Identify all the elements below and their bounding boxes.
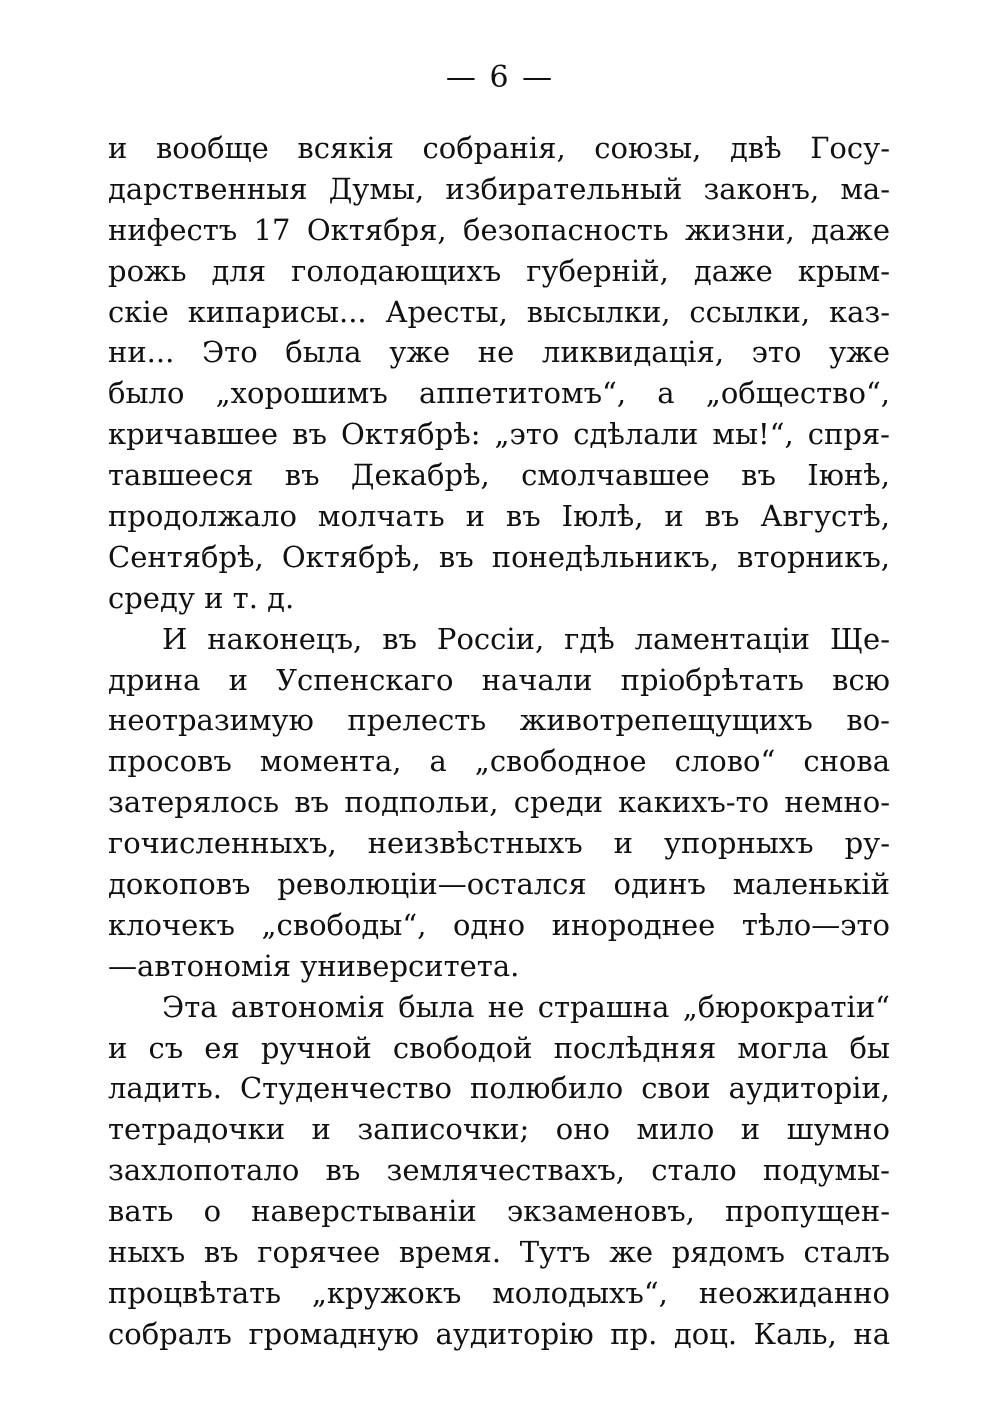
text-line: нифестъ 17 Октября, безопасность жизни, даже bbox=[108, 212, 890, 247]
text-line: процвѣтать „кружокъ молодыхъ“, неожиданно bbox=[108, 1275, 890, 1310]
text-line: продолжало молчать и въ Іюлѣ, и въ Августѣ, bbox=[108, 499, 890, 534]
text-line: И наконецъ, въ Россіи, гдѣ ламентаціи Ще- bbox=[162, 621, 890, 656]
text-line: собралъ громадную аудиторію пр. доц. Каль, на bbox=[108, 1316, 890, 1351]
text-line: среду и т. д. bbox=[108, 580, 295, 615]
text-line: Эта автономія была не страшна „бюрократіи“ bbox=[162, 989, 890, 1024]
text-line: ладить. Студенчество полюбило свои аудиторіи, bbox=[108, 1071, 890, 1106]
text-line: затерялось въ подпольи, среди какихъ-то немно- bbox=[108, 785, 890, 820]
text-line: дарственныя Думы, избирательный законъ, ма- bbox=[108, 171, 890, 206]
text-line: клочекъ „свободы“, одно инороднее тѣло—это bbox=[108, 907, 890, 942]
text-line: докоповъ революціи—остался одинъ маленькій bbox=[108, 867, 890, 902]
text-line: вать о наверстываніи экзаменовъ, пропущен- bbox=[108, 1194, 890, 1229]
text-line: ни... Это была уже не ликвидація, это уже bbox=[108, 335, 890, 370]
text-line: кричавшее въ Октябрѣ: „это сдѣлали мы!“, спря- bbox=[108, 417, 890, 452]
text-line: и съ ея ручной свободой послѣдняя могла бы bbox=[108, 1030, 890, 1065]
text-line: тетрадочки и записочки; оно мило и шумно bbox=[108, 1112, 890, 1147]
text-line: и вообще всякія собранія, союзы, двѣ Госу- bbox=[108, 131, 890, 165]
text-line: рожь для голодающихъ губерній, даже крым- bbox=[108, 253, 890, 288]
text-line: дрина и Успенскаго начали пріобрѣтать всю bbox=[108, 662, 890, 697]
text-line: ныхъ въ горячее время. Тутъ же рядомъ сталъ bbox=[108, 1235, 890, 1270]
page-number: — 6 — bbox=[445, 60, 555, 95]
body-text bbox=[108, 128, 890, 1355]
text-line: скіе кипарисы... Аресты, высылки, ссылки, каз- bbox=[108, 294, 890, 329]
text-line: гочисленныхъ, неизвѣстныхъ и упорныхъ ру- bbox=[108, 826, 890, 861]
text-line: —автономія университета. bbox=[108, 948, 520, 983]
text-line: просовъ момента, а „свободное слово“ снова bbox=[108, 744, 890, 779]
text-line: было „хорошимъ аппетитомъ“, а „общество“, bbox=[108, 376, 890, 411]
text-line: захлопотало въ землячествахъ, стало подумы- bbox=[108, 1153, 890, 1188]
text-line: Сентябрѣ, Октябрѣ, въ понедѣльникъ, вторникъ, bbox=[108, 539, 890, 574]
text-line: тавшееся въ Декабрѣ, смолчавшее въ Іюнѣ, bbox=[108, 458, 890, 493]
text-line: неотразимую прелесть животрепещущихъ во- bbox=[108, 703, 890, 738]
